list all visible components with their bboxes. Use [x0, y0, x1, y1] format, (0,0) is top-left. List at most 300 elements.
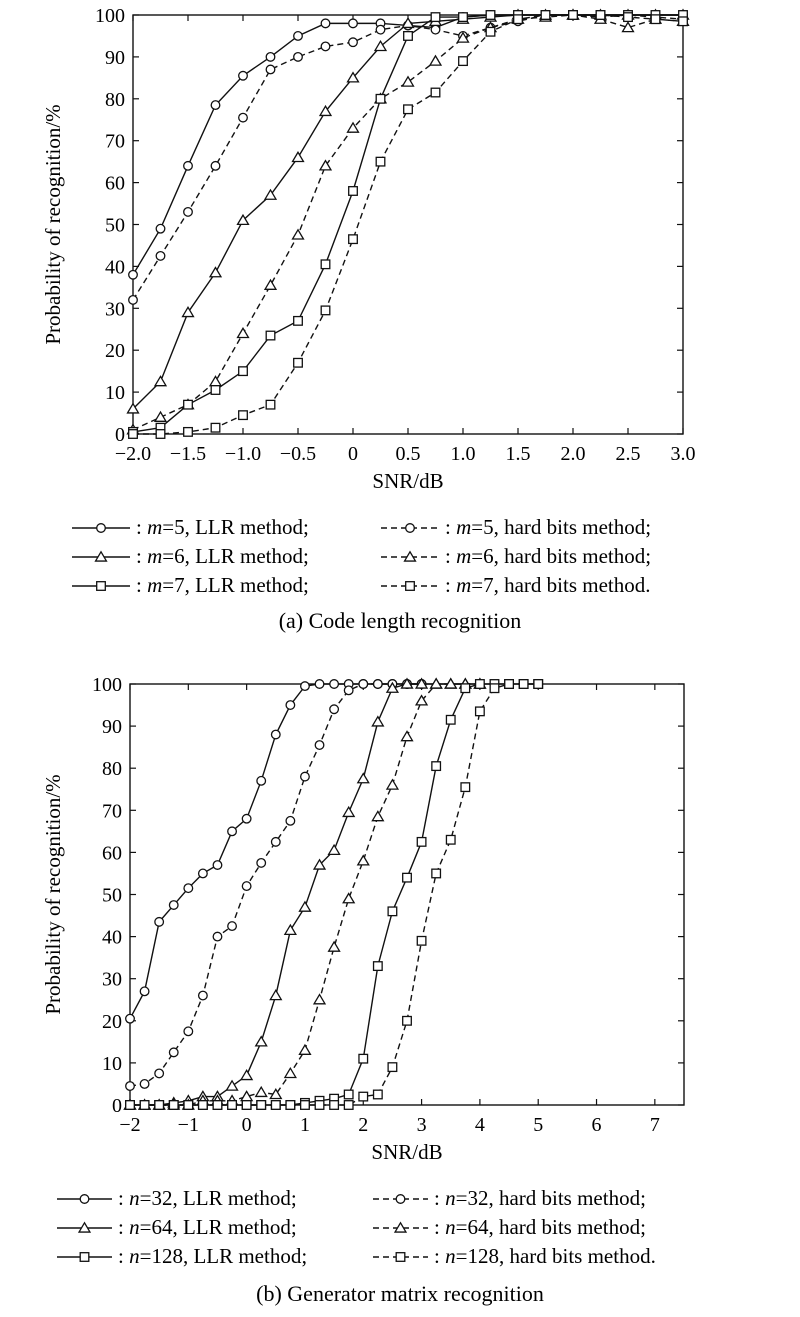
- series-m7-llr: [129, 11, 688, 437]
- series-n32-llr: [126, 680, 426, 1023]
- x-axis-label: SNR/dB: [372, 469, 444, 493]
- data-point: [329, 845, 340, 854]
- legend-item: [373, 1186, 646, 1210]
- data-point: [242, 1101, 251, 1110]
- legend-item: [57, 1215, 297, 1239]
- data-point: [286, 1101, 295, 1110]
- legend-colon: :: [118, 1244, 130, 1268]
- data-point: [417, 838, 426, 847]
- chart-generator-matrix: [0, 668, 800, 1317]
- data-point: [126, 1082, 135, 1091]
- data-point: [239, 411, 248, 420]
- y-tick-label: 20: [102, 1010, 122, 1033]
- legend-marker: [396, 1195, 405, 1204]
- data-point: [534, 680, 543, 689]
- data-point: [320, 161, 331, 170]
- legend-method: LLR method;: [193, 1244, 308, 1268]
- data-point: [265, 190, 276, 199]
- legend-method: hard bits method.: [504, 573, 651, 597]
- data-point: [210, 376, 221, 385]
- data-point: [404, 32, 413, 41]
- data-point: [169, 901, 178, 910]
- data-point: [184, 162, 193, 171]
- data-point: [388, 1063, 397, 1072]
- legend-value: 64: [151, 1215, 173, 1239]
- legend-eq: =: [162, 544, 175, 568]
- x-tick-label: 0: [241, 1114, 252, 1136]
- data-point: [199, 991, 208, 1000]
- data-point: [374, 680, 383, 689]
- y-tick-label: 80: [105, 88, 125, 111]
- legend-value: 5: [483, 515, 494, 539]
- y-tick-label: 80: [102, 758, 122, 781]
- legend-eq: =: [455, 1215, 468, 1239]
- y-tick-label: 70: [102, 800, 122, 823]
- data-point: [294, 53, 303, 62]
- data-point: [359, 680, 368, 689]
- legend-var: m: [456, 544, 472, 568]
- series-m7-hard-bits: [129, 11, 688, 439]
- data-point: [372, 811, 383, 820]
- legend-eq: =: [139, 1186, 152, 1210]
- data-point: [155, 412, 166, 421]
- data-point: [213, 861, 222, 870]
- legend-label: [434, 1244, 656, 1268]
- data-point: [239, 113, 248, 122]
- legend-method: hard bits method;: [498, 1186, 646, 1210]
- data-point: [432, 762, 441, 771]
- series-line: [133, 15, 683, 300]
- y-tick-label: 30: [105, 298, 125, 321]
- data-point: [461, 684, 470, 693]
- legend-colon: :: [118, 1215, 130, 1239]
- legend-value: 32: [151, 1186, 173, 1210]
- data-point: [266, 65, 275, 74]
- data-point: [624, 13, 633, 22]
- data-point: [404, 105, 413, 114]
- data-point: [271, 730, 280, 739]
- data-point: [184, 400, 193, 409]
- legend-marker: [97, 582, 106, 591]
- series-line: [133, 15, 683, 409]
- data-point: [358, 856, 369, 865]
- data-point: [679, 17, 688, 26]
- data-point: [285, 925, 296, 934]
- legend-value: 7: [174, 573, 185, 597]
- data-point: [156, 252, 165, 261]
- y-tick-label: 10: [102, 1052, 122, 1075]
- legend-value: 5: [174, 515, 185, 539]
- data-point: [129, 430, 138, 439]
- legend-eq: =: [455, 1244, 468, 1268]
- legend-value: 128: [151, 1244, 183, 1268]
- data-point: [343, 807, 354, 816]
- data-point: [155, 376, 166, 385]
- data-point: [184, 208, 193, 217]
- data-point: [155, 1101, 164, 1110]
- legend-eq: =: [471, 544, 484, 568]
- data-point: [459, 57, 468, 66]
- x-tick-label: 2: [358, 1114, 369, 1136]
- legend-eq: =: [455, 1186, 468, 1210]
- data-point: [299, 902, 310, 911]
- legend-marker: [80, 1253, 89, 1262]
- legend-var: n: [445, 1244, 456, 1268]
- data-point: [446, 835, 455, 844]
- data-point: [376, 95, 385, 104]
- legend-marker: [406, 582, 415, 591]
- x-tick-label: −1: [177, 1114, 199, 1136]
- y-axis-label: Probability of recognition/%: [41, 774, 65, 1015]
- data-point: [184, 428, 193, 437]
- legend-colon: :: [434, 1186, 446, 1210]
- data-point: [476, 680, 485, 689]
- data-point: [403, 77, 414, 86]
- x-tick-label: 1.0: [450, 443, 476, 465]
- data-point: [359, 1092, 368, 1101]
- x-tick-label: 1.5: [505, 443, 531, 465]
- data-point: [241, 1070, 252, 1079]
- legend-var: n: [445, 1186, 456, 1210]
- legend-label: [118, 1215, 297, 1239]
- data-point: [294, 358, 303, 367]
- data-point: [349, 235, 358, 244]
- legend-label: [136, 544, 309, 568]
- data-point: [321, 260, 330, 269]
- legend-comma: ,: [184, 573, 196, 597]
- data-point: [461, 783, 470, 792]
- data-point: [294, 317, 303, 326]
- data-point: [286, 817, 295, 826]
- data-point: [349, 187, 358, 196]
- data-point: [486, 27, 495, 36]
- legend-colon: :: [136, 573, 148, 597]
- data-point: [213, 932, 222, 941]
- series-m6-hard-bits: [128, 10, 689, 434]
- x-tick-label: 5: [533, 1114, 544, 1136]
- data-point: [183, 307, 194, 316]
- data-point: [514, 15, 523, 24]
- y-tick-label: 0: [115, 424, 125, 446]
- legend-comma: ,: [182, 1244, 194, 1268]
- data-point: [239, 71, 248, 80]
- legend-label: [118, 1244, 307, 1268]
- legend-comma: ,: [493, 515, 505, 539]
- series-n32-hard-bits: [126, 680, 426, 1091]
- data-point: [238, 328, 249, 337]
- legend-value: 6: [174, 544, 185, 568]
- data-point: [344, 1090, 353, 1099]
- y-tick-label: 100: [92, 674, 122, 696]
- data-point: [199, 869, 208, 878]
- legend-comma: ,: [184, 544, 196, 568]
- data-point: [256, 1087, 267, 1096]
- legend-comma: ,: [172, 1215, 183, 1239]
- chart-caption: (a) Code length recognition: [278, 608, 522, 633]
- x-tick-label: 3: [416, 1114, 427, 1136]
- data-point: [140, 1101, 149, 1110]
- series-line: [133, 15, 683, 275]
- data-point: [211, 162, 220, 171]
- y-tick-label: 20: [105, 340, 125, 363]
- legend-eq: =: [471, 515, 484, 539]
- data-point: [344, 1101, 353, 1110]
- x-tick-label: 1: [299, 1114, 310, 1136]
- data-point: [286, 701, 295, 710]
- y-tick-label: 90: [102, 716, 122, 739]
- data-point: [330, 705, 339, 714]
- data-point: [519, 680, 528, 689]
- legend-marker: [406, 524, 415, 533]
- data-point: [330, 680, 339, 689]
- series-n128-llr: [126, 680, 543, 1110]
- legend-comma: ,: [493, 544, 505, 568]
- legend-item: [381, 573, 651, 597]
- legend-item: [57, 1244, 307, 1268]
- data-point: [213, 1101, 222, 1110]
- legend-method: hard bits method;: [498, 1215, 646, 1239]
- legend-var: n: [445, 1215, 456, 1239]
- legend-label: [118, 1186, 297, 1210]
- legend-colon: :: [434, 1215, 446, 1239]
- data-point: [129, 296, 138, 305]
- data-point: [402, 731, 413, 740]
- x-tick-label: 0.5: [395, 443, 421, 465]
- legend-method: LLR method;: [182, 1186, 297, 1210]
- legend-eq: =: [471, 573, 484, 597]
- y-tick-label: 60: [102, 842, 122, 865]
- legend-comma: ,: [493, 573, 505, 597]
- legend-value: 7: [483, 573, 494, 597]
- legend: [72, 515, 651, 597]
- data-point: [169, 1048, 178, 1057]
- x-tick-label: 7: [649, 1114, 660, 1136]
- legend-label: [445, 515, 651, 539]
- data-point: [431, 88, 440, 97]
- data-point: [293, 152, 304, 161]
- data-point: [184, 1101, 193, 1110]
- series-n64-hard-bits: [125, 679, 486, 1109]
- data-point: [490, 684, 499, 693]
- legend-var: m: [147, 544, 163, 568]
- y-tick-label: 70: [105, 130, 125, 153]
- data-point: [349, 38, 358, 47]
- data-point: [271, 838, 280, 847]
- data-point: [169, 1101, 178, 1110]
- data-point: [210, 267, 221, 276]
- data-point: [446, 715, 455, 724]
- legend-var: m: [456, 515, 472, 539]
- data-point: [388, 907, 397, 916]
- data-point: [376, 25, 385, 34]
- legend-colon: :: [445, 515, 457, 539]
- data-point: [315, 1101, 324, 1110]
- series-line: [130, 684, 422, 1086]
- legend-item: [373, 1215, 646, 1239]
- data-point: [321, 42, 330, 51]
- legend-value: 128: [467, 1244, 499, 1268]
- chart-code-length: [0, 0, 800, 650]
- legend-var: m: [147, 573, 163, 597]
- data-point: [330, 1101, 339, 1110]
- legend-value: 6: [483, 544, 494, 568]
- data-point: [140, 1080, 149, 1089]
- data-point: [314, 995, 325, 1004]
- data-point: [431, 13, 440, 22]
- y-tick-label: 40: [102, 926, 122, 949]
- legend-comma: ,: [488, 1186, 499, 1210]
- plot-frame: [130, 684, 684, 1105]
- x-tick-label: −1.0: [224, 443, 262, 465]
- data-point: [541, 11, 550, 20]
- data-point: [266, 331, 275, 340]
- legend-item: [57, 1186, 297, 1210]
- data-point: [155, 1069, 164, 1078]
- data-point: [387, 780, 398, 789]
- data-point: [476, 707, 485, 716]
- data-point: [301, 1101, 310, 1110]
- x-axis-label: SNR/dB: [371, 1140, 443, 1164]
- data-point: [358, 774, 369, 783]
- data-point: [211, 386, 220, 395]
- legend-eq: =: [139, 1244, 152, 1268]
- data-point: [156, 224, 165, 233]
- legend-comma: ,: [498, 1244, 510, 1268]
- data-point: [266, 400, 275, 409]
- data-point: [430, 56, 441, 65]
- data-point: [301, 682, 310, 691]
- x-tick-label: −1.5: [169, 443, 207, 465]
- y-tick-label: 0: [112, 1095, 122, 1117]
- data-point: [126, 1014, 135, 1023]
- legend-marker: [97, 524, 106, 533]
- x-tick-label: −2.0: [114, 443, 152, 465]
- legend-label: [445, 573, 651, 597]
- chart-svg: [0, 0, 800, 650]
- legend-label: [434, 1186, 646, 1210]
- legend-method: LLR method;: [195, 544, 309, 568]
- legend-item: [72, 573, 309, 597]
- legend-label: [434, 1215, 646, 1239]
- legend-value: 32: [467, 1186, 489, 1210]
- data-point: [374, 962, 383, 971]
- data-point: [211, 423, 220, 432]
- x-tick-label: −2: [119, 1114, 141, 1136]
- data-point: [417, 937, 426, 946]
- data-point: [126, 1101, 135, 1110]
- y-tick-label: 10: [105, 382, 125, 405]
- data-point: [403, 873, 412, 882]
- data-point: [256, 1037, 267, 1046]
- data-point: [265, 280, 276, 289]
- y-tick-label: 60: [105, 172, 125, 195]
- data-point: [199, 1101, 208, 1110]
- x-tick-label: 2.0: [560, 443, 586, 465]
- data-point: [293, 230, 304, 239]
- legend-comma: ,: [488, 1215, 499, 1239]
- data-point: [239, 367, 248, 376]
- data-point: [257, 777, 266, 786]
- series-m6-llr: [128, 10, 689, 413]
- legend-method: LLR method;: [182, 1215, 297, 1239]
- legend-item: [72, 515, 309, 539]
- legend-var: n: [129, 1215, 140, 1239]
- legend-colon: :: [118, 1186, 130, 1210]
- legend-item: [72, 544, 309, 568]
- data-point: [257, 859, 266, 868]
- data-point: [156, 430, 165, 439]
- legend-label: [445, 544, 651, 568]
- y-axis-label: Probability of recognition/%: [41, 104, 65, 345]
- data-point: [569, 11, 578, 20]
- legend-method: LLR method;: [195, 573, 309, 597]
- legend-label: [136, 515, 309, 539]
- data-point: [359, 1054, 368, 1063]
- data-point: [321, 19, 330, 28]
- legend: [57, 1186, 656, 1268]
- data-point: [343, 894, 354, 903]
- data-point: [211, 101, 220, 110]
- data-point: [266, 53, 275, 62]
- y-tick-label: 100: [95, 5, 125, 27]
- data-point: [294, 32, 303, 41]
- data-point: [271, 1101, 280, 1110]
- legend-comma: ,: [184, 515, 196, 539]
- legend-eq: =: [139, 1215, 152, 1239]
- data-point: [486, 11, 495, 20]
- data-point: [155, 918, 164, 927]
- data-point: [651, 15, 660, 24]
- x-tick-label: 6: [591, 1114, 602, 1136]
- data-point: [242, 882, 251, 891]
- data-point: [315, 680, 324, 689]
- legend-marker: [396, 1253, 405, 1262]
- series-m5-llr: [129, 11, 688, 279]
- legend-var: n: [129, 1186, 140, 1210]
- data-point: [184, 1027, 193, 1036]
- legend-eq: =: [162, 573, 175, 597]
- series-n128-hard-bits: [126, 680, 543, 1110]
- data-point: [431, 25, 440, 34]
- data-point: [329, 942, 340, 951]
- data-point: [228, 827, 237, 836]
- x-tick-label: 4: [474, 1114, 485, 1136]
- data-point: [374, 1090, 383, 1099]
- data-point: [349, 19, 358, 28]
- data-point: [321, 306, 330, 315]
- data-point: [372, 717, 383, 726]
- legend-eq: =: [162, 515, 175, 539]
- y-tick-label: 90: [105, 46, 125, 69]
- data-point: [301, 772, 310, 781]
- chart-caption: (b) Generator matrix recognition: [256, 1281, 544, 1306]
- legend-colon: :: [434, 1244, 446, 1268]
- series-line: [130, 684, 538, 1105]
- legend-colon: :: [445, 544, 457, 568]
- series-line: [130, 684, 538, 1105]
- data-point: [270, 990, 281, 999]
- legend-var: m: [147, 515, 163, 539]
- legend-method: hard bits method;: [504, 515, 652, 539]
- legend-var: m: [456, 573, 472, 597]
- data-point: [228, 922, 237, 931]
- legend-comma: ,: [172, 1186, 183, 1210]
- data-point: [299, 1045, 310, 1054]
- x-tick-label: 3.0: [670, 443, 696, 465]
- chart-svg: [0, 668, 800, 1317]
- data-point: [596, 11, 605, 20]
- legend-method: LLR method;: [195, 515, 309, 539]
